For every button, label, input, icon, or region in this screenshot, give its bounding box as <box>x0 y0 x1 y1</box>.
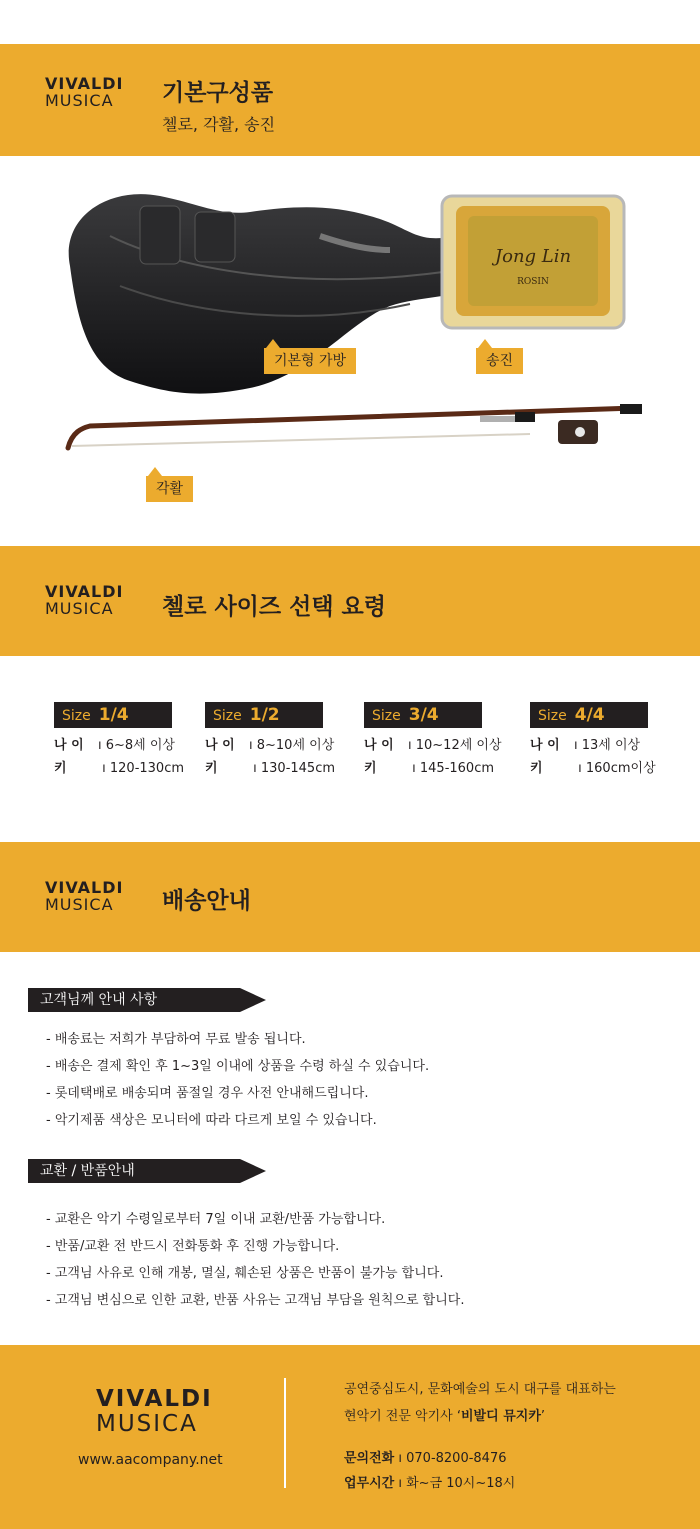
section-header-components <box>0 44 700 156</box>
height-key: 키 <box>205 761 218 776</box>
rosin-label-text: ROSIN <box>517 277 549 287</box>
desc-brand: 비발디 뮤지카 <box>461 1409 541 1424</box>
customer-notice-heading: 고객님께 안내 사항 <box>28 988 240 1012</box>
height-row: 키 ı 145-160cm <box>364 757 514 776</box>
logo-line2: MUSICA <box>45 895 114 914</box>
phone-number[interactable]: 070-8200-8476 <box>406 1451 507 1466</box>
age-value: 8~10세 이상 <box>256 738 335 753</box>
section-title: 배송안내 <box>162 888 251 914</box>
customer-notice-list <box>46 1026 429 1134</box>
section-subtitle: 첼로, 각활, 송진 <box>162 115 276 134</box>
age-row: 나 이 ı 13세 이상 <box>530 734 680 753</box>
height-key: 키 <box>364 761 377 776</box>
hours-value: 화~금 10시~18시 <box>406 1476 516 1491</box>
logo-line2: MUSICA <box>45 599 114 618</box>
logo-line2: MUSICA <box>96 1411 198 1437</box>
height-key: 키 <box>54 761 67 776</box>
logo-line2: MUSICA <box>45 91 114 110</box>
size-word: Size <box>372 708 401 724</box>
footer-desc-line1: 공연중심도시, 문화예술의 도시 대구를 대표하는 <box>344 1382 616 1397</box>
section-title: 기본구성품 <box>162 80 274 106</box>
size-card <box>364 702 514 776</box>
size-header <box>54 702 172 728</box>
footer <box>0 1345 700 1529</box>
desc-suffix: ’ <box>540 1409 546 1424</box>
age-key: 나 이 <box>364 738 394 753</box>
desc-prefix: 현악기 전문 악기사 ‘ <box>344 1409 461 1424</box>
size-value: 3/4 <box>408 705 439 725</box>
website-link[interactable]: www.aacompany.net <box>78 1452 223 1468</box>
height-row: 키 ı 130-145cm <box>205 757 355 776</box>
height-value: 130-145cm <box>260 761 336 776</box>
size-header <box>364 702 482 728</box>
brand-logo <box>45 584 125 617</box>
size-card <box>530 702 680 776</box>
size-card <box>54 702 204 776</box>
rosin-label: 송진 <box>476 348 523 374</box>
footer-phone: 문의전화 ı 070-8200-8476 <box>344 1451 507 1466</box>
age-row: 나 이 ı 6~8세 이상 <box>54 734 204 753</box>
brand-logo <box>45 76 125 109</box>
footer-divider <box>284 1378 286 1488</box>
age-key: 나 이 <box>54 738 84 753</box>
size-card <box>205 702 355 776</box>
logo-line1: VIVALDI <box>45 878 124 897</box>
components-area <box>0 156 700 546</box>
section-header-shipping <box>0 842 700 952</box>
footer-logo <box>96 1388 213 1436</box>
list-item: - 배송은 결제 확인 후 1~3일 이내에 상품을 수령 하실 수 있습니다. <box>46 1059 430 1074</box>
age-row: 나 이 ı 8~10세 이상 <box>205 734 355 753</box>
height-key: 키 <box>530 761 543 776</box>
bag-label: 기본형 가방 <box>264 348 356 374</box>
height-value: 160cm이상 <box>585 761 656 776</box>
height-value: 145-160cm <box>419 761 495 776</box>
footer-hours: 업무시간 ı 화~금 10시~18시 <box>344 1476 516 1491</box>
size-word: Size <box>62 708 91 724</box>
age-value: 10~12세 이상 <box>415 738 502 753</box>
list-item: - 악기제품 색상은 모니터에 따라 다르게 보일 수 있습니다. <box>46 1113 377 1128</box>
height-row: 키 ı 120-130cm <box>54 757 204 776</box>
logo-line1: VIVALDI <box>45 74 124 93</box>
section-header-size-guide <box>0 546 700 656</box>
list-item: - 배송료는 저희가 부담하여 무료 발송 됩니다. <box>46 1032 306 1047</box>
age-row: 나 이 ı 10~12세 이상 <box>364 734 514 753</box>
exchange-notice-list <box>46 1206 464 1314</box>
size-word: Size <box>213 708 242 724</box>
height-row: 키 ı 160cm이상 <box>530 757 680 776</box>
bow-label: 각활 <box>146 476 193 502</box>
list-item: - 롯데택배로 배송되며 품절일 경우 사전 안내해드립니다. <box>46 1086 369 1101</box>
list-item: - 교환은 악기 수령일로부터 7일 이내 교환/반품 가능합니다. <box>46 1212 386 1227</box>
phone-label: 문의전화 <box>344 1451 395 1466</box>
logo-line1: VIVALDI <box>96 1386 213 1412</box>
rosin-brand-text: Jong Lin <box>494 246 572 267</box>
hours-label: 업무시간 <box>344 1476 395 1491</box>
age-key: 나 이 <box>530 738 560 753</box>
size-value: 1/2 <box>249 705 280 725</box>
age-value: 6~8세 이상 <box>105 738 175 753</box>
size-value: 1/4 <box>98 705 129 725</box>
rosin-image <box>438 192 628 332</box>
section-title: 첼로 사이즈 선택 요령 <box>162 594 386 620</box>
list-item: - 고객님 변심으로 인한 교환, 반품 사유는 고객님 부담을 원칙으로 합니다. <box>46 1293 465 1308</box>
size-header <box>530 702 648 728</box>
logo-line1: VIVALDI <box>45 582 124 601</box>
size-word: Size <box>538 708 567 724</box>
list-item: - 반품/교환 전 반드시 전화통화 후 진행 가능합니다. <box>46 1239 340 1254</box>
size-header <box>205 702 323 728</box>
height-value: 120-130cm <box>109 761 185 776</box>
bow-image <box>60 402 650 452</box>
size-value: 4/4 <box>574 705 605 725</box>
list-item: - 고객님 사유로 인해 개봉, 멸실, 훼손된 상품은 반품이 불가능 합니다. <box>46 1266 444 1281</box>
footer-desc-line2 <box>344 1405 545 1424</box>
age-value: 13세 이상 <box>581 738 641 753</box>
exchange-notice-heading: 교환 / 반품안내 <box>28 1159 240 1183</box>
brand-logo <box>45 880 125 913</box>
age-key: 나 이 <box>205 738 235 753</box>
